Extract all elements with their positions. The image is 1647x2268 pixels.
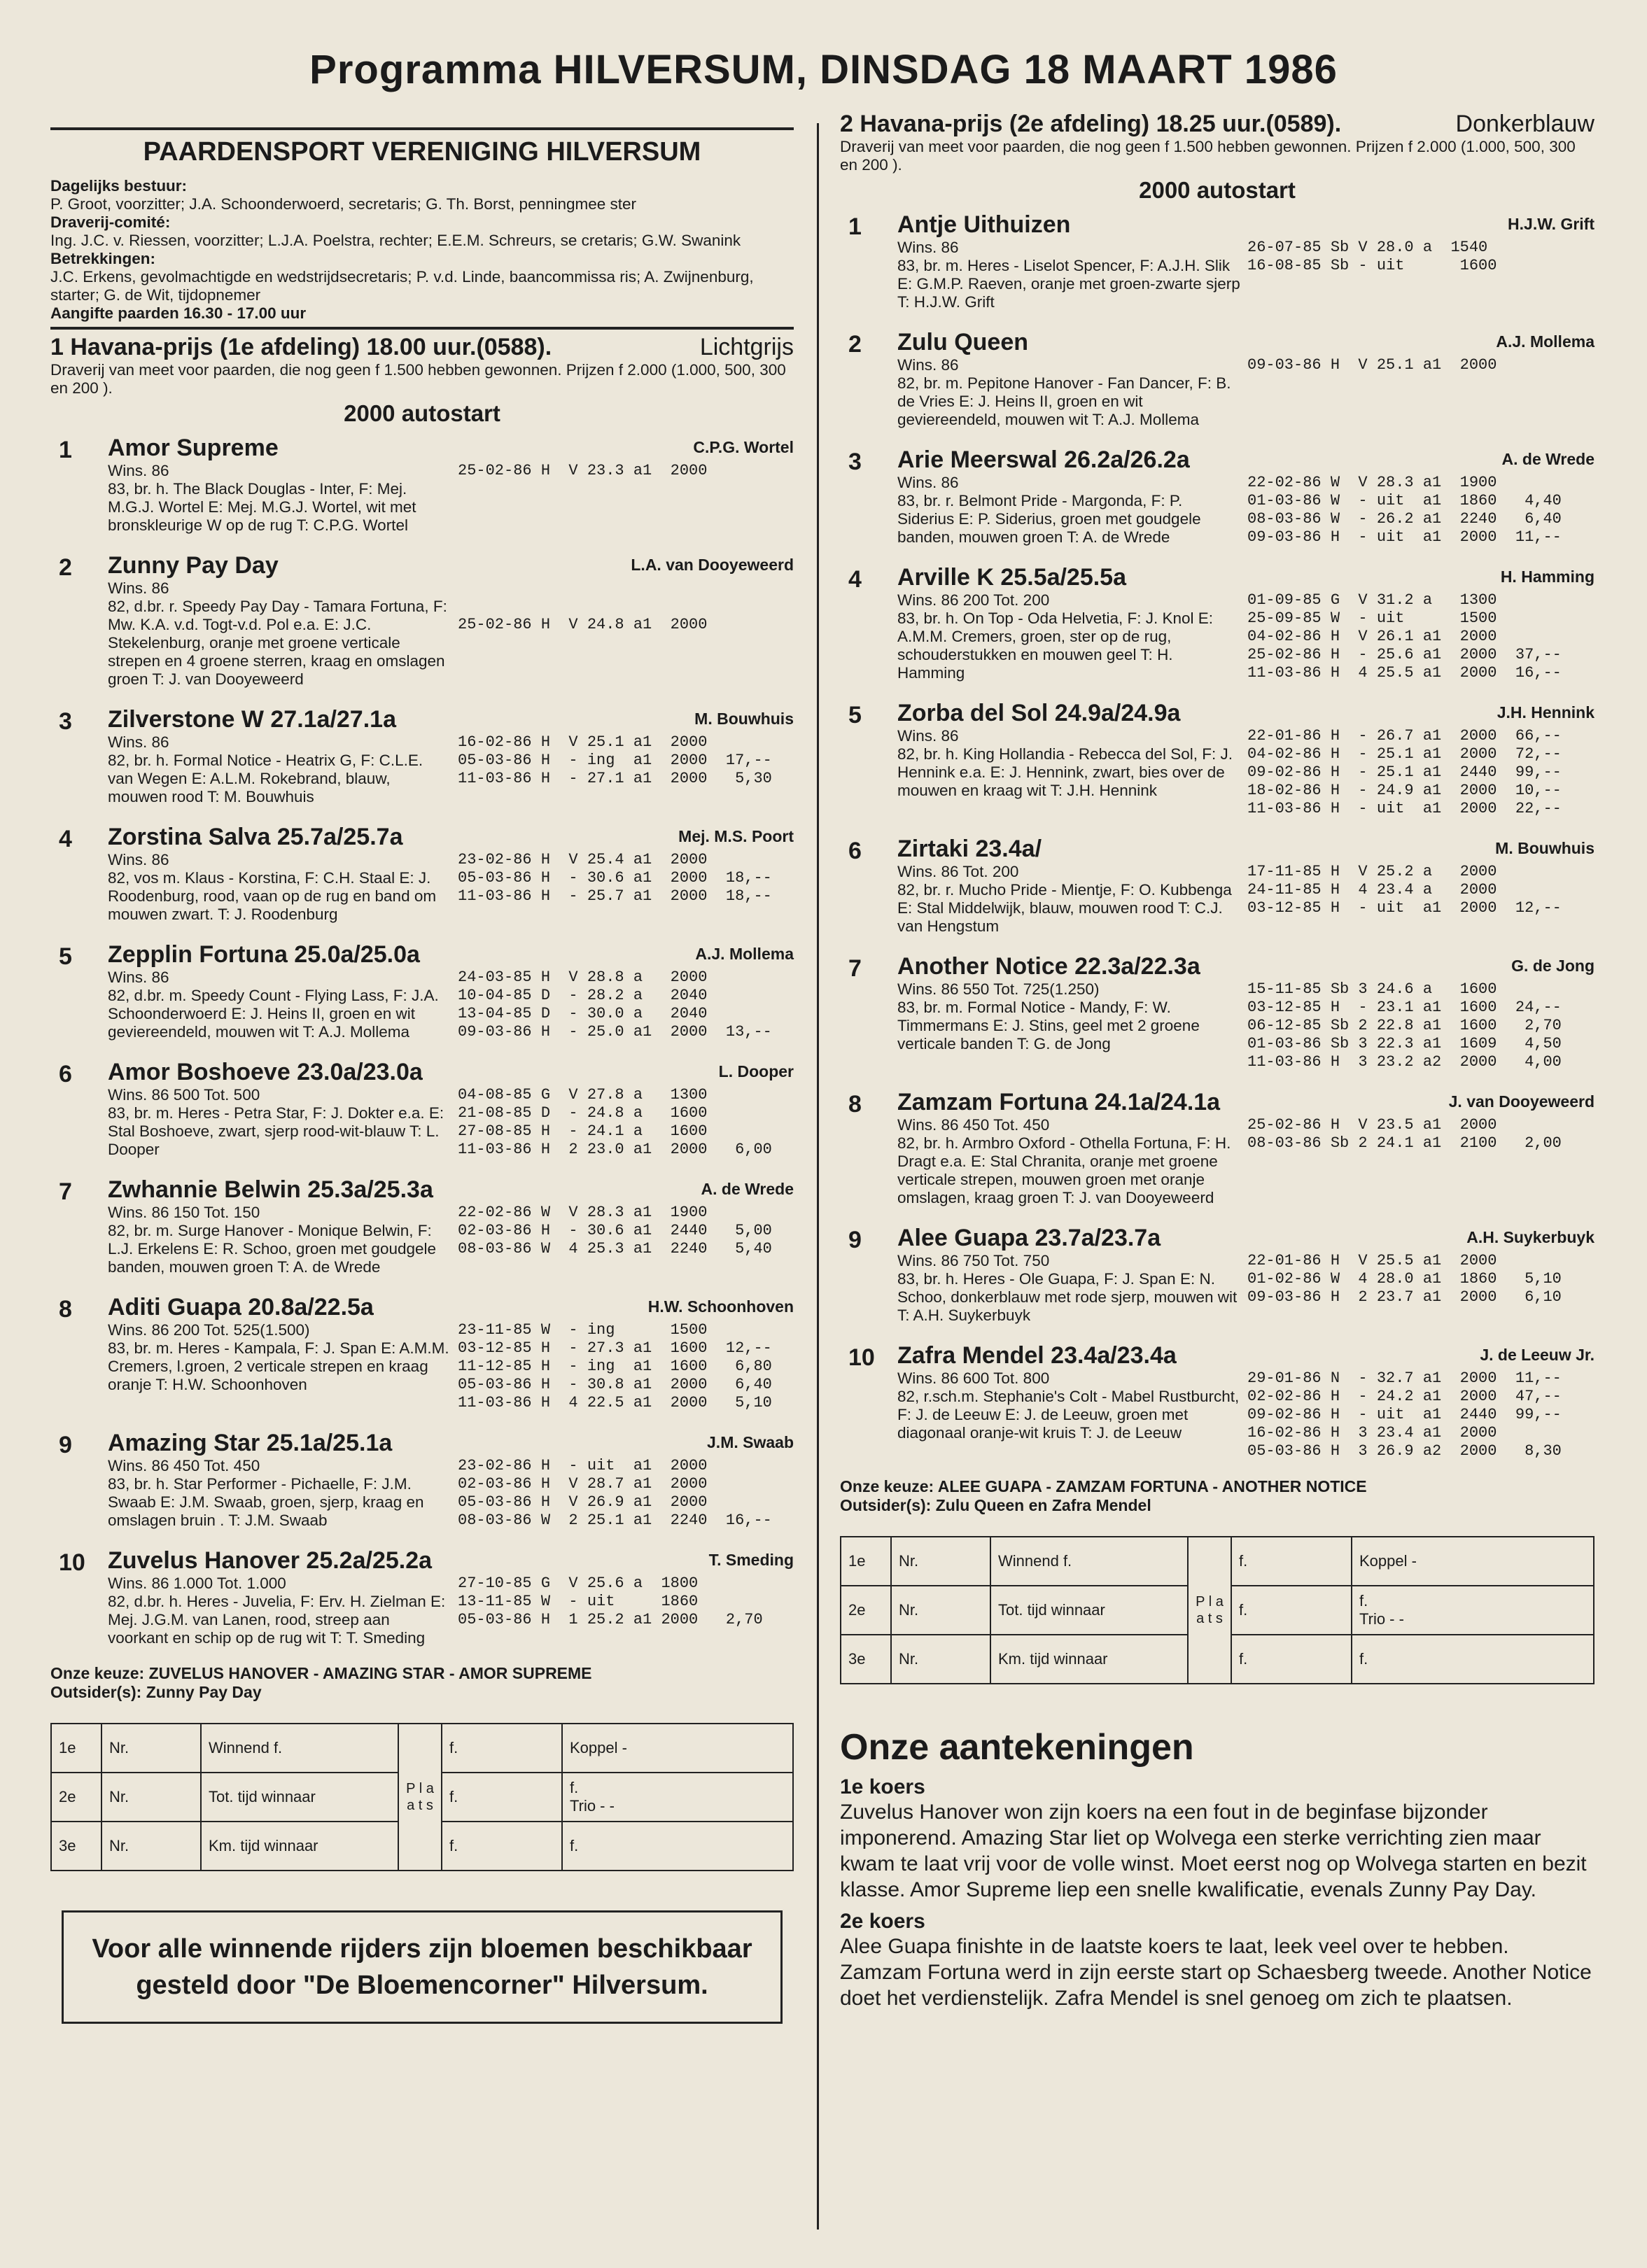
horse-details [108, 851, 794, 924]
horse-details [897, 863, 1595, 936]
horse-number: 4 [848, 566, 862, 593]
horse-performances: 09-03-86 H V 25.1 a1 2000 [1247, 356, 1497, 374]
horse-details [108, 579, 794, 689]
horse-entry [840, 1224, 1595, 1325]
f-cell: f. [442, 1822, 562, 1871]
horse-details [897, 356, 1595, 429]
horse-number: 2 [59, 554, 72, 581]
horse-entry [50, 434, 794, 535]
horse-number: 5 [59, 943, 72, 970]
horse-description: Wins. 86 83, br. h. The Black Douglas - Inter, F: Mej. M.G.J. Wortel E: Mej. M.G.J. Wortel, wit met bronskleurige W op de rug T: C.P.G. Wortel [108, 462, 416, 534]
horse-number: 10 [848, 1344, 875, 1371]
notes-section-text: Zuvelus Hanover won zijn koers na een fout in de beginfase bijzonder imponerend. Amazing Star liet op Wolvega een sterke verrichting zien maar kwam te laat vrij voor de volle winst. Moet eerst nog op Wolvega starten en bezit klasse. Amor Supreme liep een snelle kwalificatie, evenals Zunny Pay Day. [840, 1801, 1587, 1901]
horse-description: Wins. 86 82, d.br. r. Speedy Pay Day - Tamara Fortuna, F: Mw. K.A. v.d. Togt-v.d. Pol e.a. E: J.C. Stekelenburg, oranje met groene verticale strepen en 4 groene sterren, kraag en omslagen groen T: J. van Dooyeweerd [108, 579, 447, 688]
horse-number: 2 [848, 331, 862, 358]
horse-number: 6 [848, 838, 862, 864]
horse-driver: A. de Wrede [701, 1180, 794, 1198]
place-cell: 3e [51, 1822, 101, 1871]
race-distance: 2000 autostart [344, 400, 500, 426]
horse-entry [50, 1058, 794, 1159]
horse-entry [840, 563, 1595, 682]
horse-performances: 25-02-86 H V 23.5 a1 2000 08-03-86 Sb 2 24.1 a1 2100 2,00 [1247, 1116, 1562, 1152]
horse-details [108, 733, 794, 806]
horse-number: 5 [848, 702, 862, 728]
bet-table-race-2 [840, 1536, 1595, 1684]
horse-driver: H.J.W. Grift [1508, 215, 1595, 233]
horse-name: Alee Guapa 23.7a/23.7a [897, 1225, 1161, 1251]
aangifte-time: Aangifte paarden 16.30 - 17.00 uur [50, 304, 307, 322]
page-title: Programma HILVERSUM, DINSDAG 18 MAART 1986 [309, 47, 1338, 92]
nr-cell: Nr. [101, 1724, 201, 1773]
horse-body [897, 699, 1595, 818]
horse-number: 6 [59, 1061, 72, 1087]
horse-performances: 16-02-86 H V 25.1 a1 2000 05-03-86 H - ing a1 2000 17,-- 11-03-86 H - 27.1 a1 2000 5,30 [458, 733, 772, 787]
horse-number: 1 [848, 213, 862, 240]
f-cell: f. [1231, 1586, 1352, 1635]
info-text: J.C. Erkens, gevolmachtigde en wedstrijdsecretaris; P. v.d. Linde, baancommissa ris; A. Zwijnenburg, starter; G. de Wit, tijdopnemer [50, 268, 754, 304]
race-1 [50, 334, 794, 1702]
horse-name: Amor Boshoeve 23.0a/23.0a [108, 1059, 423, 1085]
horse-number: 9 [848, 1227, 862, 1253]
horse-driver: A.J. Mollema [695, 945, 794, 963]
horse-body [108, 434, 794, 535]
horse-driver: G. de Jong [1511, 957, 1595, 975]
horse-driver: H.W. Schoonhoven [647, 1297, 794, 1316]
nr-cell: Nr. [891, 1635, 990, 1684]
horse-name: Zilverstone W 27.1a/27.1a [108, 706, 396, 733]
horse-details [108, 1457, 794, 1530]
horse-details [108, 462, 794, 535]
horse-driver: J. van Dooyeweerd [1448, 1092, 1595, 1111]
what-cell: Tot. tijd winnaar [201, 1773, 398, 1822]
horse-driver: L. Dooper [718, 1062, 794, 1080]
horse-details [897, 1116, 1595, 1207]
horse-entry [50, 1429, 794, 1530]
horse-driver: Mej. M.S. Poort [678, 827, 794, 845]
horse-performances: 29-01-86 N - 32.7 a1 2000 11,-- 02-02-86 H - 24.2 a1 2000 47,-- 09-02-86 H - uit a1 2440 99,-- 16-02-86 H 3 23.4 a1 2000 05-03-86 H 3 26.9 a2 2000 8,30 [1247, 1369, 1562, 1460]
horse-performances: 23-11-85 W - ing 1500 03-12-85 H - 27.3 a1 1600 12,-- 11-12-85 H - ing a1 1600 6,80 05-03-86 H - 30.8 a1 2000 6,40 11-03-86 H 4 22.5 a1 2000 5,10 [458, 1321, 772, 1411]
horse-description: Wins. 86 200 Tot. 200 83, br. h. On Top - Oda Helvetia, F: J. Knol E: A.M.M. Cremers, groen, ster op de rug, schouderstukken en mouwen geel T: H. Hamming [897, 591, 1214, 682]
horse-name: Aditi Guapa 20.8a/22.5a [108, 1294, 374, 1320]
horse-driver: A.J. Mollema [1496, 332, 1595, 351]
divider [50, 327, 794, 330]
horse-number: 8 [848, 1091, 862, 1118]
horse-name: Zepplin Fortuna 25.0a/25.0a [108, 941, 420, 968]
horse-description: Wins. 86 1.000 Tot. 1.000 82, d.br. h. Heres - Juvelia, F: Erv. H. Zielman E: Mej. J.G.M. van Lanen, rood, streep aan voorkant en schip op de rug wit T: T. Smeding [108, 1575, 446, 1647]
info-text: P. Groot, voorzitter; J.A. Schoonderwoerd, secretaris; G. Th. Borst, penningmee ster [50, 195, 637, 213]
f-cell: f. [1231, 1537, 1352, 1586]
horse-body [108, 551, 794, 689]
horse-entry [50, 823, 794, 924]
horse-details [897, 591, 1595, 682]
info-label: Betrekkingen: [50, 250, 156, 267]
trio-f: f. [1352, 1635, 1594, 1684]
horse-description: Wins. 86 750 Tot. 750 83, br. h. Heres - Ole Guapa, F: J. Span E: N. Schoo, donkerblauw met rode sjerp, mouwen wit T: A.H. Suykerbuyk [897, 1252, 1238, 1324]
koppel-f: f. [1359, 1592, 1368, 1610]
horse-performances: 23-02-86 H - uit a1 2000 02-03-86 H V 28.7 a1 2000 05-03-86 H V 26.9 a1 2000 08-03-86 W 2 25.1 a1 2240 16,-- [458, 1457, 772, 1529]
horse-body [108, 941, 794, 1041]
place-cell: 1e [51, 1724, 101, 1773]
horse-entry [840, 1341, 1595, 1460]
horse-body [897, 328, 1595, 429]
horse-description: Wins. 86 83, br. m. Heres - Liselot Spencer, F: A.J.H. Slik E: G.M.P. Raeven, oranje met groen-zwarte sjerp T: H.J.W. Grift [897, 239, 1240, 311]
horse-details [108, 1204, 794, 1276]
flower-note: Voor alle winnende rijders zijn bloemen beschikbaar gesteld door "De Bloemencorner" Hilversum. [62, 1910, 783, 2024]
race-header [840, 111, 1595, 138]
horse-driver: L.A. van Dooyeweerd [631, 556, 794, 574]
horse-driver: J.H. Hennink [1497, 703, 1595, 721]
horse-description: Wins. 86 Tot. 200 82, br. r. Mucho Pride - Mientje, F: O. Kubbenga E: Stal Middelwijk, blauw, mouwen rood T: C.J. van Hengstum [897, 863, 1232, 935]
horse-details [108, 969, 794, 1041]
horse-driver: J. de Leeuw Jr. [1480, 1346, 1595, 1364]
race-header [50, 334, 794, 361]
notes-title: Onze aantekeningen [840, 1727, 1194, 1768]
horse-description: Wins. 86 82, vos m. Klaus - Korstina, F: C.H. Staal E: J. Roodenburg, rood, vaan op de rug en band om mouwen zwart. T: J. Roodenburg [108, 851, 437, 923]
horse-entry [840, 446, 1595, 547]
horse-details [897, 474, 1595, 547]
info-label: Draverij-comité: [50, 213, 171, 231]
f-cell: f. [1231, 1635, 1352, 1684]
horse-number: 9 [59, 1432, 72, 1458]
horse-entry [840, 699, 1595, 818]
info-text: Ing. J.C. v. Riessen, voorzitter; L.J.A. Poelstra, rechter; E.E.M. Schreurs, se cretaris; G.W. Swanink [50, 232, 741, 249]
horse-performances: 17-11-85 H V 25.2 a 2000 24-11-85 H 4 23.4 a 2000 03-12-85 H - uit a1 2000 12,-- [1247, 863, 1562, 917]
horse-body [897, 1224, 1595, 1325]
horse-performances: 01-09-85 G V 31.2 a 1300 25-09-85 W - uit 1500 04-02-86 H V 26.1 a1 2000 25-02-86 H - 25.6 a1 2000 37,-- 11-03-86 H 4 25.5 a1 2000 16,-- [1247, 591, 1562, 682]
horse-description: Wins. 86 450 Tot. 450 82, br. h. Armbro Oxford - Othella Fortuna, F: H. Dragt e.a. E: Stal Chranita, oranje met groene verticale strepen, mouwen groen met oranje omslagen, kraag groen T: J. van Dooyeweerd [897, 1116, 1231, 1206]
horse-name: Another Notice 22.3a/22.3a [897, 953, 1200, 980]
horse-description: Wins. 86 200 Tot. 525(1.500) 83, br. m. Heres - Kampala, F: J. Span E: A.M.M. Cremers, l.groen, 2 verticale strepen en kraag oranje T: H.W. Schoonhoven [108, 1321, 449, 1393]
horse-body [897, 1341, 1595, 1460]
horse-description: Wins. 86 82, br. h. King Hollandia - Rebecca del Sol, F: J. Hennink e.a. E: J. Hennink, zwart, bies over de mouwen en kraag wit T: J.H. Hennink [897, 727, 1233, 799]
horse-name: Zunny Pay Day [108, 552, 279, 579]
horse-entry [50, 941, 794, 1041]
what-cell: Km. tijd winnaar [990, 1635, 1188, 1684]
horse-number: 10 [59, 1549, 85, 1576]
horse-body [108, 1058, 794, 1159]
trio-f: f. [562, 1822, 793, 1871]
place-cell: 1e [841, 1537, 891, 1586]
horse-body [108, 1429, 794, 1530]
f-cell: f. [442, 1773, 562, 1822]
horse-name: Zorstina Salva 25.7a/25.7a [108, 824, 403, 850]
horse-driver: M. Bouwhuis [694, 710, 794, 728]
horse-description: Wins. 86 450 Tot. 450 83, br. h. Star Performer - Pichaelle, F: J.M. Swaab E: J.M. Swaab, groen, sjerp, kraag en omslagen bruin . T: J.M. Swaab [108, 1457, 424, 1529]
horse-body [897, 211, 1595, 311]
horse-number: 7 [59, 1178, 72, 1205]
divider [50, 127, 794, 130]
nr-cell: Nr. [101, 1822, 201, 1871]
what-cell: Tot. tijd winnaar [990, 1586, 1188, 1635]
horse-name: Amazing Star 25.1a/25.1a [108, 1430, 393, 1456]
association-info [50, 177, 794, 323]
horse-details [897, 239, 1595, 311]
race-conditions: Draverij van meet voor paarden, die nog geen f 1.500 hebben gewonnen. Prijzen f 2.000 (1.000, 500, 300 en 200 ). [50, 361, 786, 397]
horse-performances: 25-02-86 H V 23.3 a1 2000 [458, 462, 708, 479]
horse-description: Wins. 86 150 Tot. 150 82, br. m. Surge Hanover - Monique Belwin, F: L.J. Erkelens E: R. Schoo, groen met goudgele banden, mouwen groen T: A. de Wrede [108, 1204, 437, 1276]
horse-description: Wins. 86 600 Tot. 800 82, r.sch.m. Stephanie's Colt - Mabel Rustburcht, F: J. de Leeuw E: J. de Leeuw, groen met diagonaal oranje-wit kruis T: J. de Leeuw [897, 1369, 1240, 1442]
horse-performances: 25-02-86 H V 24.8 a1 2000 [458, 616, 708, 633]
horse-driver: M. Bouwhuis [1495, 839, 1595, 857]
horse-details [897, 1369, 1595, 1460]
horse-name: Zamzam Fortuna 24.1a/24.1a [897, 1089, 1221, 1115]
horse-number: 7 [848, 955, 862, 982]
horse-performances: 27-10-85 G V 25.6 a 1800 13-11-85 W - uit 1860 05-03-86 H 1 25.2 a1 2000 2,70 [458, 1575, 763, 1628]
horse-name: Antje Uithuizen [897, 211, 1071, 238]
horse-entry [840, 835, 1595, 936]
horse-driver: J.M. Swaab [707, 1433, 794, 1451]
koppel-f: f. [570, 1779, 579, 1796]
horse-body [108, 705, 794, 806]
f-cell: f. [442, 1724, 562, 1773]
horse-body [108, 1176, 794, 1276]
column-divider [817, 123, 819, 2230]
outsiders: Outsider(s): Zulu Queen en Zafra Mendel [840, 1496, 1151, 1514]
horse-driver: A. de Wrede [1501, 450, 1595, 468]
horse-description: Wins. 86 500 Tot. 500 83, br. m. Heres - Petra Star, F: J. Dokter e.a. E: Stal Boshoeve, zwart, sjerp rood-wit-blauw T: L. Dooper [108, 1086, 444, 1158]
what-cell: Winnend f. [990, 1537, 1188, 1586]
horse-performances: 04-08-85 G V 27.8 a 1300 21-08-85 D - 24.8 a 1600 27-08-85 H - 24.1 a 1600 11-03-86 H 2 23.0 a1 2000 6,00 [458, 1086, 772, 1158]
plaats-label: P l a a t s [398, 1724, 442, 1871]
horse-number: 3 [848, 449, 862, 475]
race-conditions: Draverij van meet voor paarden, die nog geen f 1.500 hebben gewonnen. Prijzen f 2.000 (1.000, 500, 300 en 200 ). [840, 138, 1576, 174]
nr-cell: Nr. [891, 1537, 990, 1586]
horse-driver: H. Hamming [1500, 568, 1595, 586]
horse-number: 3 [59, 708, 72, 735]
nr-cell: Nr. [101, 1773, 201, 1822]
horse-performances: 26-07-85 Sb V 28.0 a 1540 16-08-85 Sb - uit 1600 [1247, 239, 1497, 274]
horse-name: Zorba del Sol 24.9a/24.9a [897, 700, 1181, 726]
trio-label: Trio - - [570, 1797, 615, 1815]
horse-body [108, 1293, 794, 1412]
notes-section-head: 2e koers [840, 1910, 925, 1933]
horse-details [108, 1086, 794, 1159]
horse-name: Zuvelus Hanover 25.2a/25.2a [108, 1547, 433, 1574]
right-column [840, 111, 1595, 2011]
horse-driver: C.P.G. Wortel [693, 438, 794, 456]
horse-body [897, 563, 1595, 682]
horse-name: Zirtaki 23.4a/ [897, 836, 1042, 862]
koppel-cell: Koppel - [1352, 1537, 1594, 1586]
horse-description: Wins. 86 82, br. m. Pepitone Hanover - Fan Dancer, F: B. de Vries E: J. Heins II, groen en wit geviereendeld, mouwen wit T: A.J. Mollema [897, 356, 1231, 428]
horse-driver: A.H. Suykerbuyk [1466, 1228, 1595, 1246]
horse-entry [50, 1547, 794, 1647]
extra-cell [1352, 1586, 1594, 1635]
horse-name: Zwhannie Belwin 25.3a/25.3a [108, 1176, 433, 1203]
horse-description: Wins. 86 82, d.br. m. Speedy Count - Flying Lass, F: J.A. Schoonderwoerd E: J. Heins II, groen en wit geviereendeld, mouwen wit T: A.J. Mollema [108, 969, 439, 1041]
horse-name: Zulu Queen [897, 329, 1028, 355]
horse-name: Amor Supreme [108, 435, 279, 461]
plaats-label: P l a a t s [1188, 1537, 1231, 1684]
race-color: Donkerblauw [1455, 111, 1595, 137]
horse-performances: 22-01-86 H - 26.7 a1 2000 66,-- 04-02-86 H - 25.1 a1 2000 72,-- 09-02-86 H - 25.1 a1 2440 99,-- 18-02-86 H - 24.9 a1 2000 10,-- 11-03-86 H - uit a1 2000 22,-- [1247, 727, 1562, 817]
horse-details [897, 1252, 1595, 1325]
horse-entry [50, 1293, 794, 1412]
horse-name: Arie Meerswal 26.2a/26.2a [897, 446, 1190, 473]
horse-name: Zafra Mendel 23.4a/23.4a [897, 1342, 1177, 1369]
horse-entry [840, 328, 1595, 429]
horse-entry [50, 551, 794, 689]
horse-body [897, 835, 1595, 936]
horse-details [897, 980, 1595, 1071]
horse-body [108, 823, 794, 924]
horse-entry [50, 1176, 794, 1276]
horse-entry [840, 1088, 1595, 1207]
extra-cell [562, 1773, 793, 1822]
our-pick: Onze keuze: ZUVELUS HANOVER - AMAZING STAR - AMOR SUPREME [50, 1664, 592, 1682]
place-cell: 2e [51, 1773, 101, 1822]
horse-details [108, 1575, 794, 1647]
horse-number: 8 [59, 1296, 72, 1323]
horse-details [897, 727, 1595, 818]
horse-performances: 23-02-86 H V 25.4 a1 2000 05-03-86 H - 30.6 a1 2000 18,-- 11-03-86 H - 25.7 a1 2000 18,-- [458, 851, 772, 905]
horse-number: 1 [59, 437, 72, 463]
horse-entry [840, 952, 1595, 1071]
horse-description: Wins. 86 550 Tot. 725(1.250) 83, br. m. Formal Notice - Mandy, F: W. Timmermans E: J. Stins, geel met 2 groene verticale banden T: G. de Jong [897, 980, 1200, 1052]
association-name: PAARDENSPORT VERENIGING HILVERSUM [143, 137, 701, 167]
horse-body [897, 446, 1595, 547]
horse-number: 4 [59, 826, 72, 852]
race-distance: 2000 autostart [1139, 177, 1296, 203]
horse-name: Arville K 25.5a/25.5a [897, 564, 1127, 591]
notes-section-head: 1e koers [840, 1775, 925, 1798]
horse-performances: 22-02-86 W V 28.3 a1 1900 02-03-86 H - 30.6 a1 2440 5,00 08-03-86 W 4 25.3 a1 2240 5,40 [458, 1204, 772, 1258]
bet-table-race-1 [50, 1723, 794, 1871]
place-cell: 2e [841, 1586, 891, 1635]
horse-entry [50, 705, 794, 806]
trio-label: Trio - - [1359, 1610, 1404, 1628]
horse-body [897, 952, 1595, 1071]
horse-description: Wins. 86 82, br. h. Formal Notice - Heatrix G, F: C.L.E. van Wegen E: A.L.M. Rokebrand, blauw, mouwen rood T: M. Bouwhuis [108, 733, 423, 805]
race-2 [840, 111, 1595, 1515]
horse-description: Wins. 86 83, br. r. Belmont Pride - Margonda, F: P. Siderius E: P. Siderius, groen met goudgele banden, mouwen groen T: A. de Wrede [897, 474, 1201, 546]
koppel-cell: Koppel - [562, 1724, 793, 1773]
horse-body [108, 1547, 794, 1647]
horse-driver: T. Smeding [708, 1551, 794, 1569]
horse-body [897, 1088, 1595, 1207]
horse-performances: 22-02-86 W V 28.3 a1 1900 01-03-86 W - uit a1 1860 4,40 08-03-86 W - 26.2 a1 2240 6,40 09-03-86 H - uit a1 2000 11,-- [1247, 474, 1562, 546]
race-title: 1 Havana-prijs (1e afdeling) 18.00 uur.(0588). [50, 334, 552, 360]
race-color: Lichtgrijs [699, 334, 794, 360]
nr-cell: Nr. [891, 1586, 990, 1635]
race-title: 2 Havana-prijs (2e afdeling) 18.25 uur.(0589). [840, 111, 1342, 137]
outsiders: Outsider(s): Zunny Pay Day [50, 1683, 262, 1701]
notes-section-text: Alee Guapa finishte in de laatste koers te laat, leek veel over te hebben. Zamzam Fortuna werd in zijn eerste start op Schaesberg tweede. Another Notice doet het verdienstelijk. Zafra Mendel is snel genoeg om zich te plaatsen. [840, 1935, 1592, 2010]
horse-details [108, 1321, 794, 1412]
what-cell: Km. tijd winnaar [201, 1822, 398, 1871]
horse-performances: 24-03-85 H V 28.8 a 2000 10-04-85 D - 28.2 a 2040 13-04-85 D - 30.0 a 2040 09-03-86 H - 25.0 a1 2000 13,-- [458, 969, 772, 1041]
info-label: Dagelijks bestuur: [50, 177, 188, 195]
our-pick: Onze keuze: ALEE GUAPA - ZAMZAM FORTUNA - ANOTHER NOTICE [840, 1477, 1367, 1495]
place-cell: 3e [841, 1635, 891, 1684]
horse-entry [840, 211, 1595, 311]
what-cell: Winnend f. [201, 1724, 398, 1773]
horse-performances: 15-11-85 Sb 3 24.6 a 1600 03-12-85 H - 23.1 a1 1600 24,-- 06-12-85 Sb 2 22.8 a1 1600 2,70 01-03-86 Sb 3 22.3 a1 1609 4,50 11-03-86 H 3 23.2 a2 2000 4,00 [1247, 980, 1562, 1071]
horse-performances: 22-01-86 H V 25.5 a1 2000 01-02-86 W 4 28.0 a1 1860 5,10 09-03-86 H 2 23.7 a1 2000 6,10 [1247, 1252, 1562, 1306]
left-column [50, 123, 794, 2024]
